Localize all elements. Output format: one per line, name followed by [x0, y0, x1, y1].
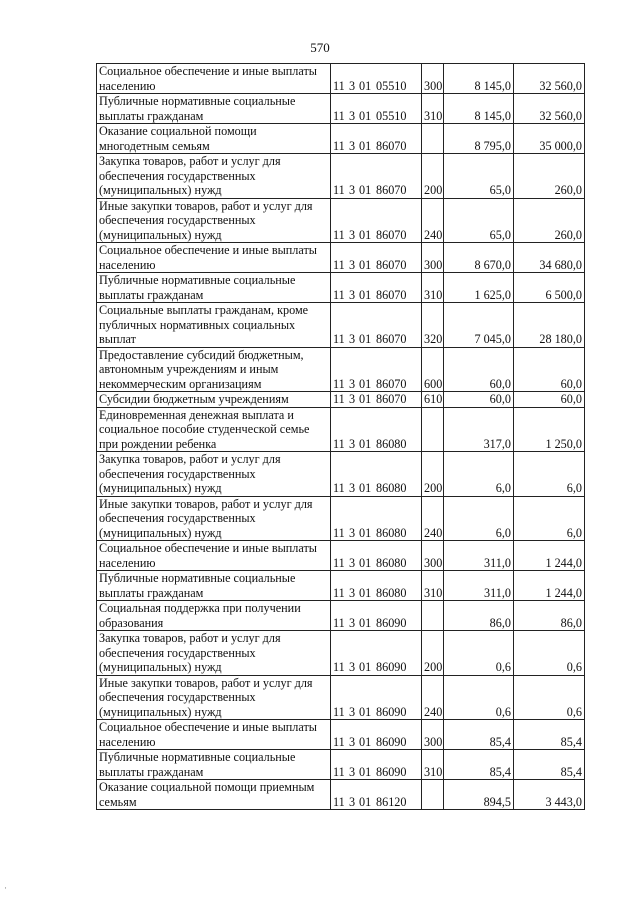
row-code — [331, 496, 422, 541]
code-part: 3 — [349, 78, 356, 93]
margin-mark: · — [4, 883, 7, 893]
code-part: 3 — [349, 734, 356, 749]
code-part: 3 — [349, 585, 356, 600]
table-row — [97, 273, 585, 303]
code-part: 3 — [349, 764, 356, 779]
row-sum-1: 6,0 — [444, 496, 514, 541]
code-part: 01 — [359, 138, 372, 153]
row-expense-type: 200 — [422, 452, 444, 497]
row-expense-type: 320 — [422, 303, 444, 348]
code-part: 3 — [349, 525, 356, 540]
code-part: 86080 — [376, 585, 407, 600]
code-part: 01 — [359, 257, 372, 272]
table-row — [97, 347, 585, 392]
code-part: 86070 — [376, 183, 407, 197]
code-part: 86070 — [376, 257, 407, 272]
table-row — [97, 750, 585, 780]
row-name: Публичные нормативные социальные выплаты гражданам — [97, 273, 331, 303]
table-row — [97, 496, 585, 541]
code-part: 01 — [359, 615, 372, 630]
row-code — [331, 675, 422, 720]
code-part: 01 — [359, 108, 372, 123]
code-part: 01 — [359, 764, 372, 779]
row-sum-2: 6,0 — [514, 496, 585, 541]
row-sum-2: 0,6 — [514, 675, 585, 720]
row-expense-type — [422, 780, 444, 810]
row-code — [331, 273, 422, 303]
row-name: Социальная поддержка при получении образования — [97, 601, 331, 631]
code-part: 01 — [359, 704, 372, 719]
code-part: 86080 — [376, 555, 407, 570]
page-number: 570 — [310, 40, 330, 55]
row-code — [331, 601, 422, 631]
row-sum-2: 85,4 — [514, 750, 585, 780]
row-name: Субсидии бюджетным учреждениям — [97, 392, 331, 408]
code-part: 11 — [333, 287, 345, 302]
code-part: 01 — [359, 436, 372, 451]
code-part: 86090 — [376, 660, 407, 674]
code-part: 86080 — [376, 436, 407, 451]
row-sum-1: 65,0 — [444, 198, 514, 243]
row-code — [331, 154, 422, 199]
row-name: Социальное обеспечение и иные выплаты населению — [97, 720, 331, 750]
code-part: 86070 — [376, 332, 407, 346]
row-expense-type: 310 — [422, 571, 444, 601]
row-expense-type: 300 — [422, 64, 444, 94]
code-part: 11 — [333, 183, 345, 197]
code-part: 86120 — [376, 794, 407, 809]
row-sum-1: 65,0 — [444, 154, 514, 199]
code-part: 3 — [349, 615, 356, 630]
table-row — [97, 631, 585, 676]
row-code — [331, 407, 422, 452]
row-name: Иные закупки товаров, работ и услуг для обеспечения государственных (муниципальных) нужд — [97, 675, 331, 720]
code-part: 3 — [349, 704, 356, 719]
row-code — [331, 347, 422, 392]
code-part: 86070 — [376, 376, 407, 391]
table-row — [97, 407, 585, 452]
row-sum-1: 60,0 — [444, 392, 514, 408]
row-expense-type: 240 — [422, 675, 444, 720]
row-expense-type — [422, 407, 444, 452]
row-expense-type — [422, 601, 444, 631]
code-part: 86090 — [376, 764, 407, 779]
table-row — [97, 452, 585, 497]
code-part: 11 — [333, 332, 345, 346]
code-part: 3 — [349, 481, 356, 495]
budget-table-body — [97, 64, 585, 810]
row-name: Социальное обеспечение и иные выплаты населению — [97, 243, 331, 273]
code-part: 3 — [349, 332, 356, 346]
code-part: 11 — [333, 734, 345, 749]
row-expense-type — [422, 124, 444, 154]
code-part: 3 — [349, 183, 356, 197]
table-row — [97, 541, 585, 571]
row-expense-type: 600 — [422, 347, 444, 392]
row-code — [331, 750, 422, 780]
code-part: 86080 — [376, 525, 407, 540]
row-name: Единовременная денежная выплата и социальное пособие студенческой семье при рождении ребенка — [97, 407, 331, 452]
code-part: 05510 — [376, 78, 407, 93]
code-part: 86080 — [376, 481, 407, 495]
row-sum-2: 1 244,0 — [514, 571, 585, 601]
row-name: Иные закупки товаров, работ и услуг для обеспечения государственных (муниципальных) нужд — [97, 496, 331, 541]
code-part: 01 — [359, 287, 372, 302]
code-part: 86090 — [376, 704, 407, 719]
row-sum-1: 8 145,0 — [444, 64, 514, 94]
row-sum-1: 311,0 — [444, 541, 514, 571]
code-part: 11 — [333, 392, 345, 406]
code-part: 11 — [333, 257, 345, 272]
row-name: Оказание социальной помощи многодетным семьям — [97, 124, 331, 154]
row-sum-1: 894,5 — [444, 780, 514, 810]
row-name: Публичные нормативные социальные выплаты гражданам — [97, 750, 331, 780]
code-part: 3 — [349, 108, 356, 123]
row-sum-2: 3 443,0 — [514, 780, 585, 810]
code-part: 01 — [359, 555, 372, 570]
table-row — [97, 392, 585, 408]
row-sum-1: 85,4 — [444, 750, 514, 780]
code-part: 11 — [333, 436, 345, 451]
code-part: 3 — [349, 555, 356, 570]
row-name: Публичные нормативные социальные выплаты гражданам — [97, 94, 331, 124]
code-part: 05510 — [376, 108, 407, 123]
row-sum-2: 35 000,0 — [514, 124, 585, 154]
code-part: 3 — [349, 436, 356, 451]
row-sum-2: 60,0 — [514, 347, 585, 392]
code-part: 86070 — [376, 392, 407, 406]
budget-table — [96, 63, 585, 810]
row-code — [331, 94, 422, 124]
row-sum-2: 6,0 — [514, 452, 585, 497]
row-sum-2: 260,0 — [514, 154, 585, 199]
row-expense-type: 610 — [422, 392, 444, 408]
row-expense-type: 300 — [422, 720, 444, 750]
table-row — [97, 303, 585, 348]
row-code — [331, 198, 422, 243]
row-sum-2: 32 560,0 — [514, 94, 585, 124]
row-name: Публичные нормативные социальные выплаты гражданам — [97, 571, 331, 601]
row-sum-2: 85,4 — [514, 720, 585, 750]
row-expense-type: 310 — [422, 94, 444, 124]
row-name: Предоставление субсидий бюджетным, автономным учреждениям и иным некоммерческим организациям — [97, 347, 331, 392]
row-name: Социальные выплаты гражданам, кроме публичных нормативных социальных выплат — [97, 303, 331, 348]
row-sum-1: 8 795,0 — [444, 124, 514, 154]
table-row — [97, 675, 585, 720]
row-sum-2: 86,0 — [514, 601, 585, 631]
row-code — [331, 780, 422, 810]
code-part: 3 — [349, 794, 356, 809]
row-name: Социальное обеспечение и иные выплаты населению — [97, 541, 331, 571]
row-sum-1: 86,0 — [444, 601, 514, 631]
row-sum-1: 85,4 — [444, 720, 514, 750]
row-expense-type: 310 — [422, 273, 444, 303]
row-code — [331, 392, 422, 408]
code-part: 11 — [333, 704, 345, 719]
row-sum-1: 8 670,0 — [444, 243, 514, 273]
code-part: 01 — [359, 660, 372, 674]
row-code — [331, 124, 422, 154]
code-part: 11 — [333, 555, 345, 570]
row-code — [331, 452, 422, 497]
row-sum-2: 32 560,0 — [514, 64, 585, 94]
row-sum-1: 0,6 — [444, 631, 514, 676]
table-row — [97, 720, 585, 750]
table-row — [97, 64, 585, 94]
code-part: 11 — [333, 585, 345, 600]
code-part: 01 — [359, 376, 372, 391]
row-code — [331, 64, 422, 94]
row-name: Закупка товаров, работ и услуг для обеспечения государственных (муниципальных) нужд — [97, 154, 331, 199]
row-sum-2: 1 250,0 — [514, 407, 585, 452]
row-expense-type: 200 — [422, 631, 444, 676]
row-sum-2: 0,6 — [514, 631, 585, 676]
row-code — [331, 571, 422, 601]
row-name: Иные закупки товаров, работ и услуг для обеспечения государственных (муниципальных) нужд — [97, 198, 331, 243]
row-sum-1: 7 045,0 — [444, 303, 514, 348]
table-row — [97, 124, 585, 154]
code-part: 11 — [333, 376, 345, 391]
code-part: 3 — [349, 138, 356, 153]
code-part: 01 — [359, 794, 372, 809]
code-part: 11 — [333, 525, 345, 540]
code-part: 11 — [333, 78, 345, 93]
row-sum-1: 317,0 — [444, 407, 514, 452]
row-code — [331, 720, 422, 750]
table-row — [97, 780, 585, 810]
row-sum-2: 28 180,0 — [514, 303, 585, 348]
code-part: 11 — [333, 615, 345, 630]
code-part: 3 — [349, 227, 356, 242]
code-part: 01 — [359, 585, 372, 600]
code-part: 3 — [349, 660, 356, 674]
row-name: Закупка товаров, работ и услуг для обеспечения государственных (муниципальных) нужд — [97, 631, 331, 676]
row-expense-type: 240 — [422, 496, 444, 541]
code-part: 11 — [333, 660, 345, 674]
code-part: 3 — [349, 376, 356, 391]
code-part: 01 — [359, 481, 372, 495]
row-name: Оказание социальной помощи приемным семьям — [97, 780, 331, 810]
row-code — [331, 541, 422, 571]
row-sum-2: 6 500,0 — [514, 273, 585, 303]
row-sum-1: 311,0 — [444, 571, 514, 601]
code-part: 3 — [349, 257, 356, 272]
code-part: 86070 — [376, 227, 407, 242]
code-part: 86090 — [376, 615, 407, 630]
code-part: 86070 — [376, 287, 407, 302]
row-name: Закупка товаров, работ и услуг для обеспечения государственных (муниципальных) нужд — [97, 452, 331, 497]
row-sum-2: 1 244,0 — [514, 541, 585, 571]
code-part: 11 — [333, 794, 345, 809]
code-part: 11 — [333, 108, 345, 123]
code-part: 3 — [349, 287, 356, 302]
row-expense-type: 300 — [422, 243, 444, 273]
row-code — [331, 631, 422, 676]
code-part: 01 — [359, 183, 372, 197]
code-part: 86070 — [376, 138, 407, 153]
code-part: 11 — [333, 764, 345, 779]
row-code — [331, 303, 422, 348]
row-sum-2: 260,0 — [514, 198, 585, 243]
row-sum-2: 60,0 — [514, 392, 585, 408]
row-sum-1: 60,0 — [444, 347, 514, 392]
table-row — [97, 601, 585, 631]
row-expense-type: 200 — [422, 154, 444, 199]
table-row — [97, 571, 585, 601]
code-part: 01 — [359, 227, 372, 242]
row-sum-1: 0,6 — [444, 675, 514, 720]
code-part: 11 — [333, 227, 345, 242]
row-sum-2: 34 680,0 — [514, 243, 585, 273]
code-part: 01 — [359, 78, 372, 93]
row-expense-type: 300 — [422, 541, 444, 571]
row-sum-1: 8 145,0 — [444, 94, 514, 124]
row-name: Социальное обеспечение и иные выплаты населению — [97, 64, 331, 94]
code-part: 3 — [349, 392, 356, 406]
row-sum-1: 6,0 — [444, 452, 514, 497]
table-row — [97, 198, 585, 243]
row-expense-type: 240 — [422, 198, 444, 243]
row-expense-type: 310 — [422, 750, 444, 780]
table-row — [97, 243, 585, 273]
code-part: 01 — [359, 734, 372, 749]
code-part: 11 — [333, 481, 345, 495]
row-code — [331, 243, 422, 273]
code-part: 11 — [333, 138, 345, 153]
table-row — [97, 154, 585, 199]
table-row — [97, 94, 585, 124]
code-part: 01 — [359, 332, 372, 346]
row-sum-1: 1 625,0 — [444, 273, 514, 303]
code-part: 86090 — [376, 734, 407, 749]
code-part: 01 — [359, 525, 372, 540]
code-part: 01 — [359, 392, 372, 406]
